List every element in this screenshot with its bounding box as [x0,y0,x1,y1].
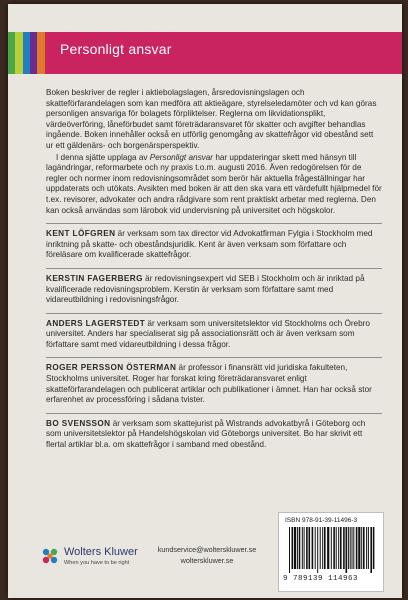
author-bio: är verksam som skattejurist på Wistrands advokatbyrå i Göteborg och som universitetslektor på Handelshögskolan vid Göteborgs universitet. Bo har skrivit ett flertal artiklar bl.a. om skattefrågor i samband med obestånd. [46,418,366,450]
barcode-bar [373,527,375,569]
barcode-bar [363,527,365,569]
author-bio: är verksam som universitetslektor vid Stockholms och Örebro universitet. Anders har specialiserat sig på associationsrätt och är även verksam som författare samt med vidareutbildning i dessa frågor. [46,318,370,349]
stripe-4 [30,32,37,74]
stripe-6 [45,32,52,74]
barcode-box [278,512,384,592]
publisher-website[interactable]: wolterskluwer.se [180,556,234,565]
author-name: KENT LÖFGREN [46,229,116,239]
publisher-contact [152,544,262,566]
color-stripes [8,32,52,74]
stripe-5 [37,32,44,74]
divider [46,413,382,414]
barcode-bar [352,527,353,569]
barcode-bar [361,527,362,569]
barcode-bar [348,527,349,569]
barcode-bar [370,527,372,573]
stripe-1 [8,32,15,74]
author-bio: är verksam som tax director vid Advokatfirman Fylgia i Stockholm med inriktning på skatte- och obeståndsjuridik. Kent är även verksam som författare och föreläsare om kvalificerade skattefrågor. [46,229,373,260]
barcode-bar [333,527,335,569]
author-bio: är professor i finansrätt vid juridiska fakulteten, Stockholms universitet. Roger har forskat kring företrädaransvaret enligt skatteförfarandelagen och publicerat artiklar och publikationer i ämnet. Han har också stor erfarenhet av processföring i sådana tvister. [46,363,372,405]
barcode-bar [356,527,358,569]
book-title: Personligt ansvar [60,41,172,57]
barcode-bar [343,527,345,569]
barcode-bar [338,527,339,569]
barcode-bar [315,527,316,569]
barcode-bar [358,527,360,569]
barcode-bar [292,527,294,569]
barcode-bar [340,527,342,569]
author-name: ANDERS LAGERSTEDT [46,318,146,328]
divider [46,357,382,358]
wolters-kluwer-logo-icon [40,546,60,566]
barcode-bar [336,527,337,569]
barcode-bar [302,527,303,569]
barcode-bar [294,527,296,569]
author-bio: är redovisningsexpert vid SEB i Stockholm och är inriktad på kvalificerade redovisningsproblem. Kerstin är verksam som författare samt med vidareutbildning i redovisningsfrågor. [46,273,365,305]
divider [46,313,382,314]
publisher-email[interactable]: kundservice@wolterskluwer.se [157,545,257,554]
barcode-bar [368,527,369,569]
author-entry [46,363,382,405]
stripe-2 [15,32,22,74]
barcode-number: 9 789139 114963 [283,575,359,583]
author-name: ROGER PERSSON ÖSTERMAN [46,363,177,373]
publisher-tagline: When you have to be right [64,560,130,566]
description-paragraph-2: I denna sjätte upplaga av Personligt ansvar har uppdateringar skett med hänsyn till lagändringar, reformarbete och ny praxis t.o.m. augusti 2016. Även redogörelsen för de regler och normer inom redovisningsområdet som berör här aktuella frågeställningar har uppdaterats och utökats. Avsikten med boken är att den ska vara ett värdefullt hjälpmedel för t.ex. revisorer, advokater och andra rådgivare som rent praktiskt arbetar med reglerna. Den kan också användas som lärobok vid undervisning på universitet och högskolor. [46,152,382,215]
isbn-label: ISBN 978-91-39-11496-3 [285,517,358,524]
barcode-bar [331,527,332,569]
book-title-mention: Personligt ansvar [149,152,214,162]
barcode-bar [317,527,318,573]
barcode-bar [309,527,311,569]
barcode-bar [320,527,321,569]
author-name: BO SVENSSON [46,418,111,428]
barcode-bar [304,527,305,569]
stripe-3 [23,32,30,74]
author-entry [46,419,382,451]
barcode [287,527,375,573]
author-entry [46,229,382,261]
barcode-bar [324,527,326,569]
barcode-bar [366,527,367,569]
divider [46,268,382,269]
description-paragraph-1: Boken beskriver de regler i aktiebolagslagen, årsredovisningslagen och skatteförfarandelagen som kan medföra att aktieägare, styrelseledamöter och vd kan göras personligen ansvariga för bolagets förpliktelser. Reglerna om likvidationsplikt, värdeöverföring, låneförbudet samt företrädaransvaret för skatter och avgifter behandlas ingående. Boken innehåller också en utförlig genomgång av skattefrågor vid obestånd sett ur ett gäldenärs- och borgenärsperspektiv. [46,88,377,150]
barcode-bar [306,527,308,569]
back-text [46,88,382,451]
barcode-bar [312,527,314,569]
author-entry [46,274,382,306]
barcode-bar [289,527,290,573]
author-name: KERSTIN FAGERBERG [46,273,143,283]
barcode-bar [350,527,351,569]
publisher-name: Wolters Kluwer [64,546,138,558]
barcode-bar [327,527,329,569]
barcode-bar [299,527,301,569]
divider [46,223,382,224]
barcode-bar [322,527,323,569]
author-entry [46,319,382,351]
barcode-bar [353,527,354,569]
barcode-bar [297,527,298,569]
barcode-bar [346,527,348,573]
back-cover [8,4,402,598]
